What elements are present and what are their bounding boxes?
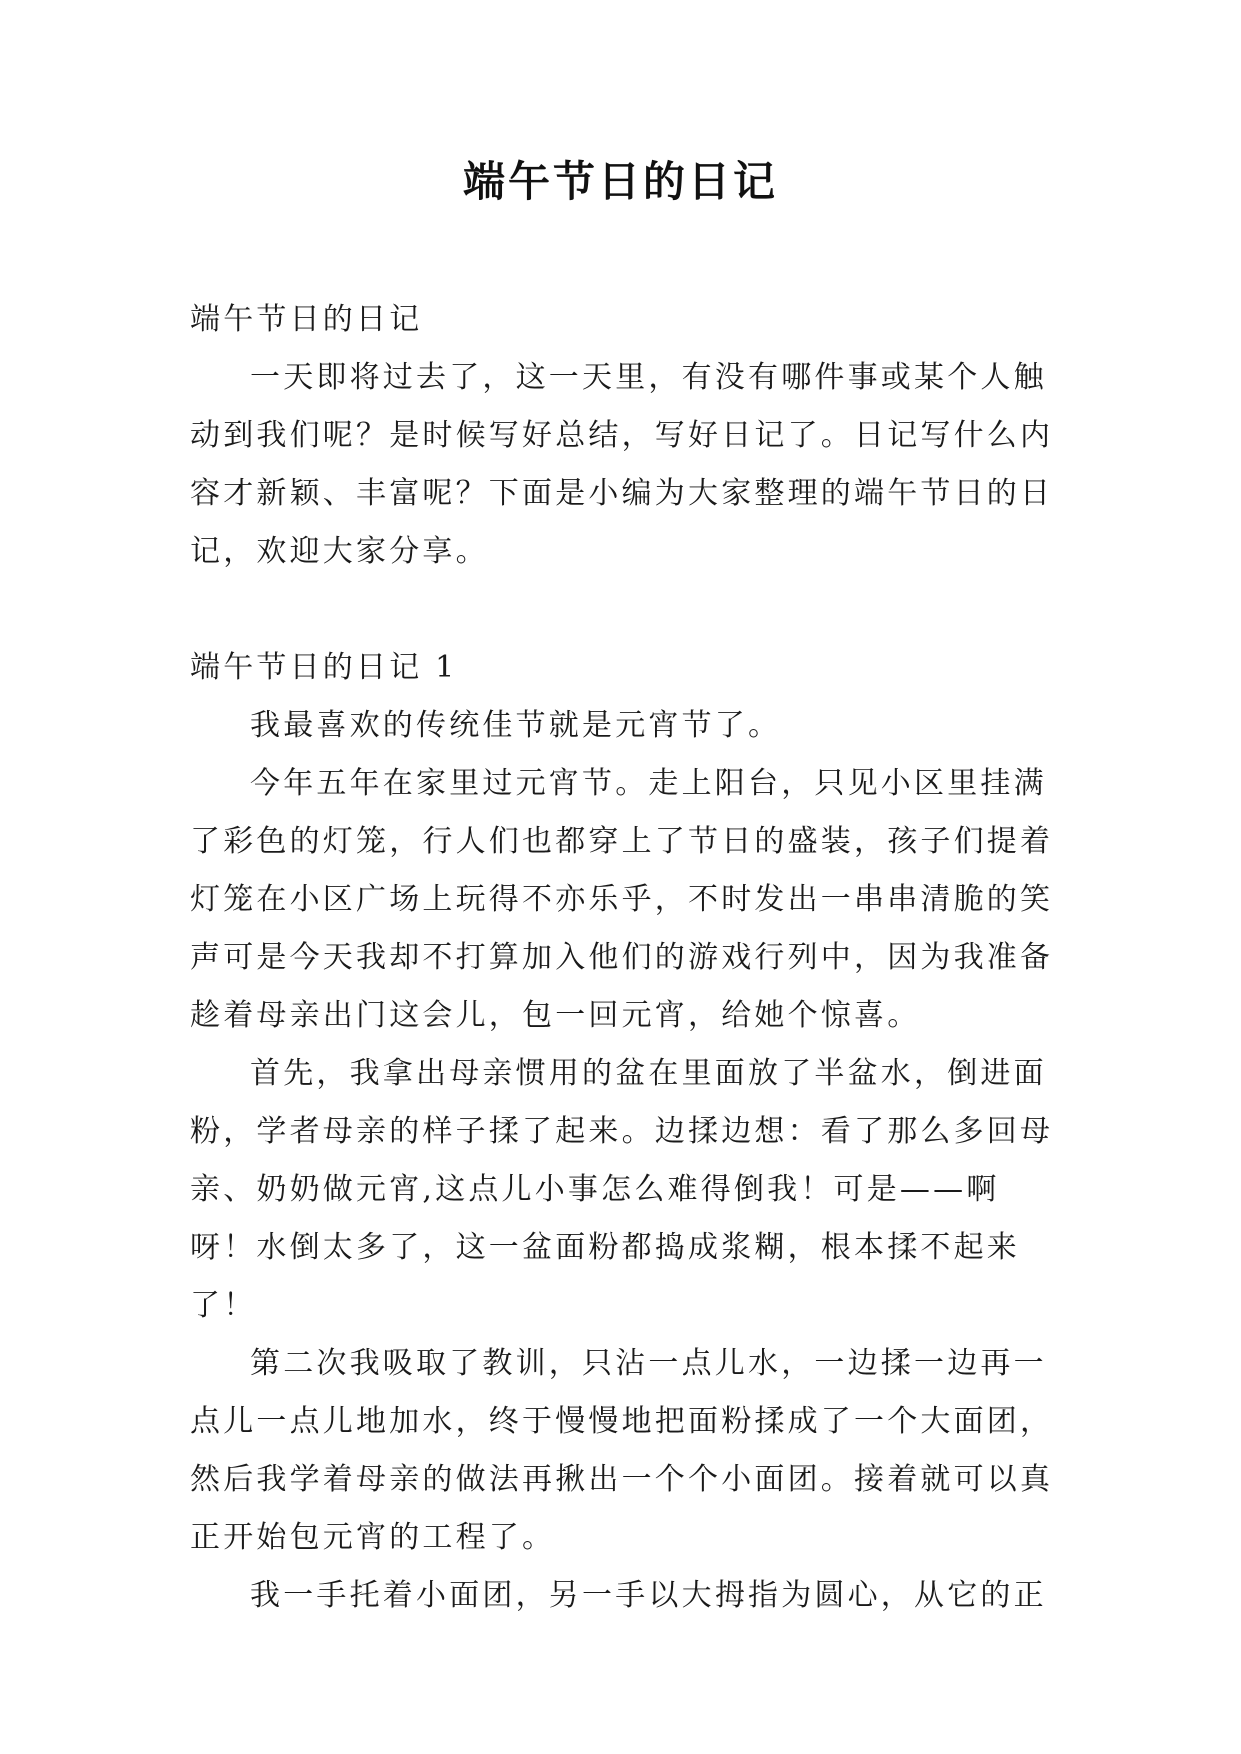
blank-line <box>190 581 1060 639</box>
body-paragraph: 首先，我拿出母亲惯用的盆在里面放了半盆水，倒进面粉，学者母亲的样子揉了起来。边揉边想：看了那么多回母亲、奶奶做元宵,这点儿小事怎么难得倒我！可是——啊呀！水倒太多了，这一盆面粉都捣成浆糊，根本揉不起来了！ <box>190 1056 1054 1323</box>
document-subtitle: 端午节日的日记 <box>190 302 423 337</box>
body-paragraph: 第二次我吸取了教训，只沾一点儿水，一边揉一边再一点儿一点儿地加水，终于慢慢地把面粉揉成了一个大面团，然后我学着母亲的做法再揪出一个个小面团。接着就可以真正开始包元宵的工程了。 <box>190 1346 1054 1555</box>
document-body <box>190 291 1060 1625</box>
document-title: 端午节日的日记 <box>462 157 778 206</box>
body-paragraph: 今年五年在家里过元宵节。走上阳台，只见小区里挂满了彩色的灯笼，行人们也都穿上了节日的盛装，孩子们提着灯笼在小区广场上玩得不亦乐乎，不时发出一串串清脆的笑声可是今天我却不打算加入他们的游戏行列中，因为我准备趁着母亲出门这会儿，包一回元宵，给她个惊喜。 <box>190 766 1054 1033</box>
body-paragraph: 我最喜欢的传统佳节就是元宵节了。 <box>250 708 782 743</box>
section-heading: 端午节日的日记 1 <box>190 650 458 685</box>
body-paragraph: 一天即将过去了，这一天里，有没有哪件事或某个人触动到我们呢？是时候写好总结，写好日记了。日记写什么内容才新颖、丰富呢？下面是小编为大家整理的端午节日的日记，欢迎大家分享。 <box>190 360 1054 569</box>
body-paragraph: 我一手托着小面团，另一手以大拇指为圆心，从它的正 <box>250 1578 1047 1613</box>
